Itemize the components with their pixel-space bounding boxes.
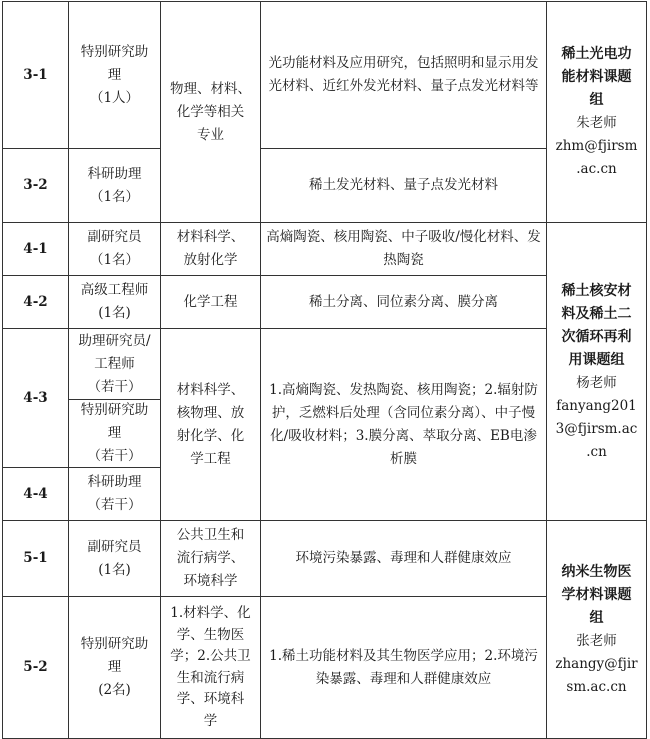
contact-person: 张老师 [576,632,617,649]
contact-person: 朱老师 [576,115,617,131]
position-title: 副研究员 (1名) [69,521,161,597]
table-row [3,2,647,149]
position-code: 3-2 [3,149,69,223]
contact-person: 杨老师 [576,374,617,391]
position-code: 4-4 [3,468,69,521]
position-code: 5-1 [3,521,69,597]
position-title-a: 助理研究员/ 工程师 （若干） [69,329,160,400]
position-title: 科研助理 （若干） [69,468,161,521]
position-title [69,329,161,468]
contact-email: zhm@fjirsm [555,138,638,154]
position-code: 3-1 [3,2,69,149]
major-requirement: 公共卫生和 流行病学、 环境科学 [161,521,261,597]
position-title: 高级工程师 (1名) [69,276,161,329]
position-title: 特别研究助 理 （1人） [69,2,161,149]
research-direction: 1.稀土功能材料及其生物医学应用；2.环境污染暴露、毒理和人群健康效应 [261,597,547,739]
group-contact: 稀土核安材 料及稀土二 次循环再利 用课题组 杨老师 fanyang201 3@fjirsm.ac .cn [547,223,647,521]
contact-email: zhangy@fjir [555,655,638,672]
research-direction: 稀土分离、同位素分离、膜分离 [261,276,547,329]
position-title: 科研助理 （1名） [69,149,161,223]
major-requirement: 材料科学、 核物理、放 射化学、化 学工程 [161,329,261,521]
group-contact: 纳米生物医 学材料课题 组 张老师 zhangy@fjir sm.ac.cn [547,521,647,739]
research-direction: 高熵陶瓷、核用陶瓷、中子吸收/慢化材料、发热陶瓷 [261,223,547,276]
major-requirement: 化学工程 [161,276,261,329]
major-requirement: 物理、材料、 化学等相关 专业 [161,2,261,223]
recruitment-table [2,1,647,739]
research-direction: 光功能材料及应用研究，包括照明和显示用发光材料、近红外发光材料、量子点发光材料等 [261,2,547,149]
position-title-b: 特别研究助 理 （若干） [80,402,149,464]
research-direction: 环境污染暴露、毒理和人群健康效应 [261,521,547,597]
contact-email: fanyang201 [556,397,637,414]
research-direction: 1.高熵陶瓷、发热陶瓷、核用陶瓷；2.辐射防护，乏燃料后处理（含同位素分离）、中子慢化/吸收材料；3.膜分离、萃取分离、EB电渗析膜 [261,329,547,521]
position-code: 4-3 [3,329,69,468]
position-code: 4-1 [3,223,69,276]
position-code: 5-2 [3,597,69,739]
table-row [3,223,647,276]
position-title: 特别研究助 理 (2名) [69,597,161,739]
position-code: 4-2 [3,276,69,329]
major-requirement: 材料科学、 放射化学 [161,223,261,276]
position-title: 副研究员 （1名） [69,223,161,276]
group-contact: 稀土光电功 能材料课题 组 朱老师 zhm@fjirsm .ac.cn [547,2,647,223]
major-requirement: 1.材料学、化 学、生物医 学；2.公共卫 生和流行病 学、环境科 学 [161,597,261,739]
table-row [3,521,647,597]
research-direction: 稀土发光材料、量子点发光材料 [261,149,547,223]
